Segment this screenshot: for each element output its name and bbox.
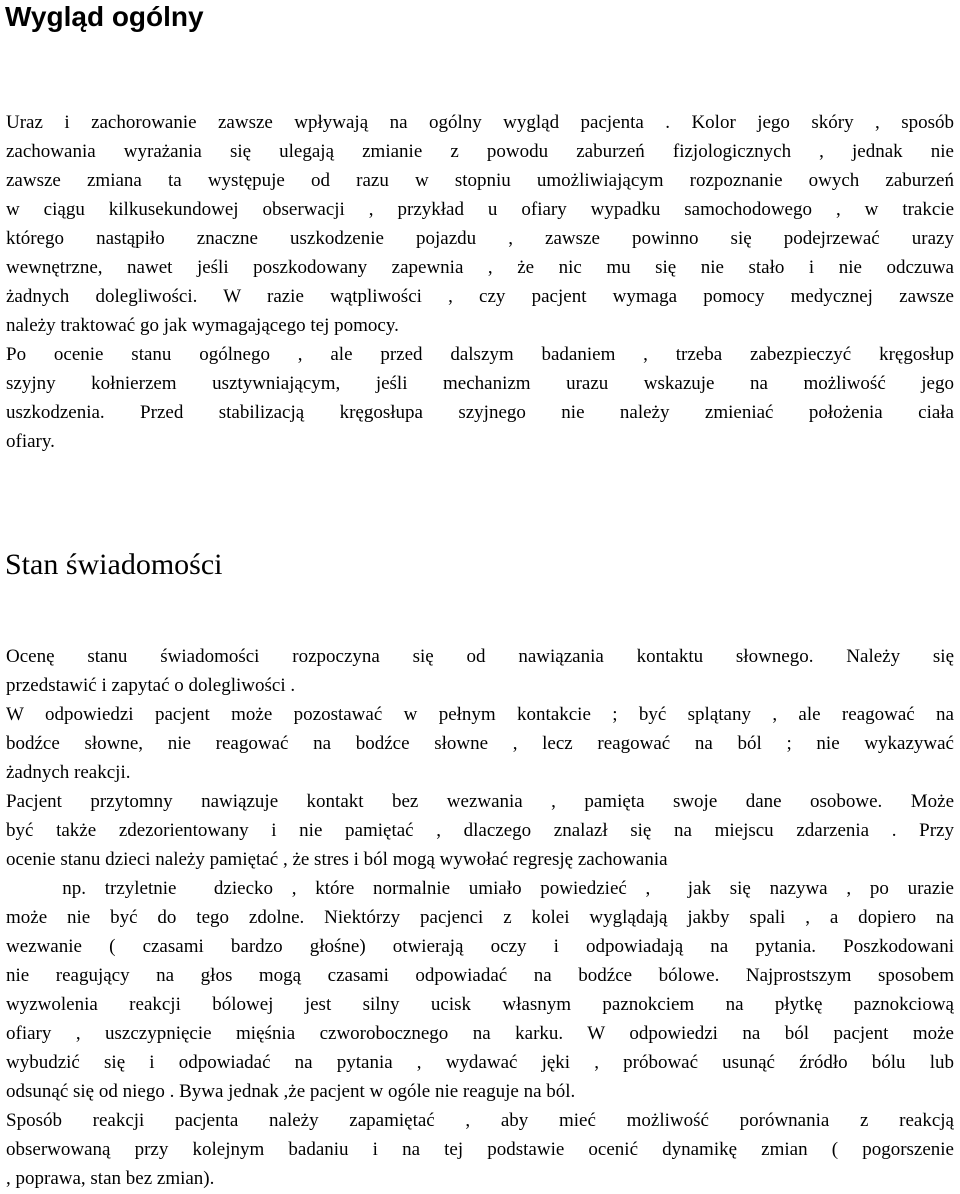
text-line: może nie być do tego zdolne. Niektórzy pacjenci z kolei wyglądają jakby spali , a dopiero na [6, 907, 954, 928]
text-line: wybudzić się i odpowiadać na pytania , wydawać jęki , próbować usunąć źródło bólu lub [6, 1052, 954, 1073]
text-line: odsunąć się od niego . Bywa jednak ,że pacjent w ogóle nie reaguje na ból. [6, 1081, 576, 1102]
text-line: ocenie stanu dzieci należy pamiętać , że stres i ból mogą wywołać regresję zachowania [6, 849, 668, 870]
text-line: szyjny kołnierzem usztywniającym, jeśli mechanizm urazu wskazuje na możliwość jego [6, 373, 954, 394]
text-line: zachowania wyrażania się ulegają zmianie z powodu zaburzeń fizjologicznych , jednak nie [6, 141, 954, 162]
paragraph-cervical-spine [6, 340, 954, 456]
text-line: Sposób reakcji pacjenta należy zapamiętać , aby mieć możliwość porównania z reakcją [6, 1110, 954, 1131]
paragraph-consciousness-intro [6, 642, 954, 700]
text-line: zawsze zmiana ta występuje od razu w stopniu umożliwiającym rozpoznanie owych zaburzeń [6, 170, 954, 191]
text-line: bodźce słowne, nie reagować na bodźce słowne , lecz reagować na ból ; nie wykazywać [6, 733, 954, 754]
text-line: Ocenę stanu świadomości rozpoczyna się od nawiązania kontaktu słownego. Należy się [6, 646, 954, 667]
text-line: np. trzyletnie dziecko , które normalnie umiało powiedzieć , jak się nazywa , po urazie [6, 878, 954, 899]
text-line: w ciągu kilkusekundowej obserwacji , przykład u ofiary wypadku samochodowego , w trakcie [6, 199, 954, 220]
text-line: , poprawa, stan bez zmian). [6, 1168, 215, 1189]
text-line: Uraz i zachorowanie zawsze wpływają na ogólny wygląd pacjenta . Kolor jego skóry , sposób [6, 112, 954, 133]
text-line: ofiary. [6, 431, 55, 452]
paragraph-remember-reaction [6, 1106, 954, 1193]
section-title-wyglad-ogolny: Wygląd ogólny [5, 1, 204, 32]
text-line: nie reagujący na głos mogą czasami odpowiadać na bodźce bólowe. Najprostszym sposobem [6, 965, 954, 986]
text-line: którego nastąpiło znaczne uszkodzenie pojazdu , zawsze powinno się podejrzewać urazy [6, 228, 954, 249]
text-line: żadnych reakcji. [6, 762, 131, 783]
text-line: być także zdezorientowany i nie pamiętać , dlaczego znalazł się na miejscu zdarzenia . Przy [6, 820, 954, 841]
text-line: uszkodzenia. Przed stabilizacją kręgosłupa szyjnego nie należy zmieniać położenia ciała [6, 402, 954, 423]
text-line: wezwanie ( czasami bardzo głośne) otwierają oczy i odpowiadają na pytania. Poszkodowani [6, 936, 954, 957]
text-line: wyzwolenia reakcji bólowej jest silny ucisk własnym paznokciem na płytkę paznokciową [6, 994, 954, 1015]
section-title-stan-swiadomosci: Stan świadomości [5, 548, 223, 581]
text-line: żadnych dolegliwości. W razie wątpliwości , czy pacjent wymaga pomocy medycznej zawsze [6, 286, 954, 307]
text-line: przedstawić i zapytać o dolegliwości . [6, 675, 296, 696]
text-line: Pacjent przytomny nawiązuje kontakt bez wezwania , pamięta swoje dane osobowe. Może [6, 791, 954, 812]
paragraph-general-appearance [6, 108, 954, 340]
text-line: Po ocenie stanu ogólnego , ale przed dalszym badaniem , trzeba zabezpieczyć kręgosłup [6, 344, 954, 365]
text-line: wewnętrzne, nawet jeśli poszkodowany zapewnia , że nic mu się nie stało i nie odczuwa [6, 257, 954, 278]
paragraph-response-levels [6, 700, 954, 787]
text-line: należy traktować go jak wymagającego tej pomocy. [6, 315, 399, 336]
text-line: obserwowaną przy kolejnym badaniu i na tej podstawie ocenić dynamikę zmian ( pogorszenie [6, 1139, 954, 1160]
text-line: ofiary , uszczypnięcie mięśnia czworobocznego na karku. W odpowiedzi na ból pacjent może [6, 1023, 954, 1044]
text-line: W odpowiedzi pacjent może pozostawać w pełnym kontakcie ; być splątany , ale reagować na [6, 704, 954, 725]
paragraph-conscious-patient [6, 787, 954, 1106]
